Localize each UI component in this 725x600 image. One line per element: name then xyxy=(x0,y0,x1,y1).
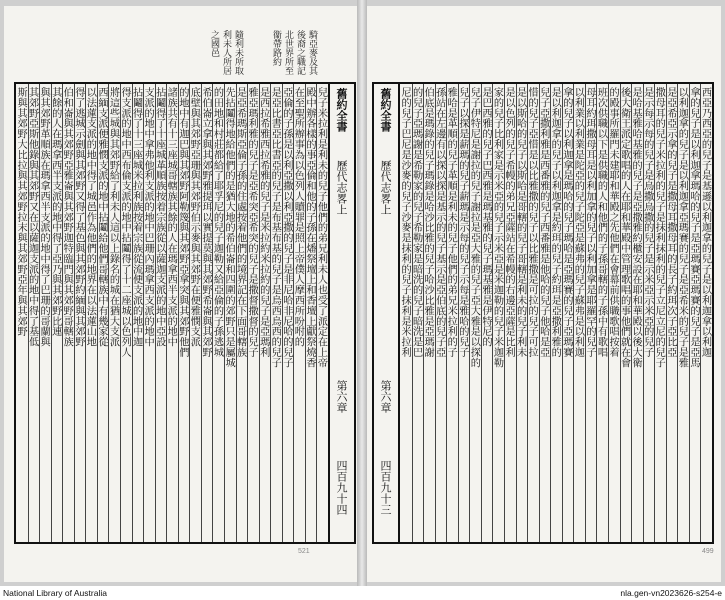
column-rule xyxy=(178,84,179,542)
text-column: 其餘的人在瑪拿西半支派的地中得了亞乃與其郊野比連 xyxy=(49,87,61,337)
column-rule xyxy=(412,84,413,542)
text-column: 是巴西雅的兒子巴西雅是瑪基雅的兒子瑪基雅是伊特尼的 xyxy=(479,87,491,347)
left-page-frame xyxy=(14,82,330,544)
footer-identifier: nla.gen-vn2023626-s254-e xyxy=(620,588,722,598)
column-rule xyxy=(259,84,260,542)
pencil-mark-2: 499 xyxy=(702,548,714,555)
column-rule xyxy=(316,84,317,542)
column-rule xyxy=(212,84,213,542)
text-column: 將這些城與其郊野給了利未人這以上錄名的城在猶大支派 xyxy=(107,87,119,347)
text-column: 以利業以利業是陀亞的兒子陀亞是蘇弗的兒子蘇弗是以利迦 xyxy=(572,87,584,358)
column-rule xyxy=(305,84,306,542)
text-column: 的殿事所羅門未建耶和華殿之先他們在會幕前供職歌唱按着 xyxy=(607,87,619,358)
text-column: 斯與其郊野大比拉與其郊野拉末與其郊野亞年與其郊野 xyxy=(15,87,27,337)
text-column: 尼的兒子巴尼是沙麥的兒子沙麥是抹利的兒子抹利是米拉利 xyxy=(399,87,411,358)
text-column: 先拈鬮得地給他們的是猶大地的希伯崙和四圍的郊野只是屬城 xyxy=(223,87,235,368)
column-rule xyxy=(469,84,470,542)
left-section-title: 歷代志畧上 xyxy=(335,160,348,215)
text-column: 是亞比書亞比書亞的兒子是布基布基的兒子是烏西烏西的兒子 xyxy=(269,87,281,368)
column-rule xyxy=(236,84,237,542)
margin-note-5: 隨利未所取 xyxy=(233,30,243,75)
text-column: 在至聖所辦事為以色列人贖罪是照上帝僕人摩西所吩咐的 xyxy=(292,87,304,347)
column-rule xyxy=(74,84,75,542)
margin-note-1: 騎亞麥及其 xyxy=(307,30,317,75)
column-rule xyxy=(608,84,609,542)
text-column: 撒母耳的兒子米拉利的兒子是抹利抹利的兒子立尼立尼的兒子 xyxy=(653,87,665,368)
text-column: 是哈基雅哈基雅的兒子是亞撒雅約櫃安設在耶和華殿以後大衛 xyxy=(630,87,642,368)
text-column: 支派的地中拿弗他利支派的地中巴珊內瑪拿西支派的地中 xyxy=(142,87,154,347)
column-rule xyxy=(270,84,271,542)
text-column: 班次供職以下是供職的人和他們的子孫哥轄的子孫中有歌唱 xyxy=(595,87,607,358)
text-column: 是亞希亞示拿的兒子是撒母耳撒母耳的長子約珥次子亞比亞 xyxy=(664,87,676,358)
text-column: 兒子亞撒利雅是西番雅的兒子西番雅是他哈的兒子他哈是亞 xyxy=(537,87,549,358)
column-rule xyxy=(643,84,644,542)
text-column: 希伯崙立拿與其郊野雅提珥以實提莫與其郊野希崙與其郊野 xyxy=(199,87,211,358)
pencil-mark-1: 521 xyxy=(298,548,310,555)
text-column: 伯和崙與其郊野亞雅崙與其郊野迦特臨門與其郊野哥轄族 xyxy=(61,87,73,347)
text-column: 拈鬮得了十座城革順族按着宗族從以薩迦支派的地中亞設 xyxy=(153,87,165,347)
column-rule xyxy=(39,84,40,542)
text-column: 以利迦拿的兒子是以利迦拿亞瑪賽的兒子是亞希米的兒子是雅 xyxy=(676,87,688,368)
right-chapter-label: 第六章 xyxy=(379,380,392,413)
column-rule xyxy=(492,84,493,542)
column-rule xyxy=(550,84,551,542)
footer-bar xyxy=(0,586,725,600)
text-column: 雅亞瑪利雅的兒子是亞希突亞希突的兒子是撒督撒督的兒子 xyxy=(246,87,258,358)
text-column: 拿的兒子是以利迦拿瑪哈的兒子是亞瑪賽亞瑪賽的兒子是亞馬 xyxy=(687,87,699,368)
text-column: 殿中辦各樣的事亞倫和他的子孫在燔祭壇上和香壇上獻祭燒香 xyxy=(303,87,315,368)
text-column: 兒子伊特尼是謝拉的兒子謝拉是亞大雅的兒子亞大雅是以探的 xyxy=(468,87,480,368)
column-rule xyxy=(573,84,574,542)
text-column: 其郊野亞斯他錄與其郊野又在以薩迦支派的地中得了基低 xyxy=(26,87,38,347)
column-rule xyxy=(143,84,144,542)
book-gutter xyxy=(357,0,367,586)
column-rule xyxy=(516,84,517,542)
column-rule xyxy=(282,84,283,542)
column-rule xyxy=(677,84,678,542)
text-column: 的兒子亞瑪謝是希勒家的兒子希勒家是暗洗的兒子暗洗是巴 xyxy=(410,87,422,358)
column-rule xyxy=(458,84,459,542)
column-rule xyxy=(481,84,482,542)
column-rule xyxy=(85,84,86,542)
column-rule xyxy=(120,84,121,542)
column-rule xyxy=(539,84,540,542)
text-column: 後大衛王派定歌唱的人在耶和華殿中管理歌唱的事他們就在會 xyxy=(618,87,630,368)
text-column: 得支派的地中西布倫支派的地中拈鬮得了十二座城以色列人 xyxy=(119,87,131,358)
margin-note-7: 之國邑 xyxy=(209,30,219,57)
right-text-block xyxy=(400,84,712,542)
column-rule xyxy=(666,84,667,542)
text-column: 雅哈是革順的兒子革順是利未的兒子他們的弟兄米拉利的子 xyxy=(445,87,457,358)
column-rule xyxy=(201,84,202,542)
text-column: 兒子以探是薪瑪的兒子薪瑪是示每的兒子示每是雅哈的兒子 xyxy=(456,87,468,358)
column-rule xyxy=(527,84,528,542)
column-rule xyxy=(97,84,98,542)
column-rule xyxy=(293,84,294,542)
left-running-title: 舊約全書 xyxy=(335,88,348,132)
text-column: 家的兒子比利家是示米亞的兒子示米亞是米迦勒的兒子米迦勒 xyxy=(491,87,503,368)
left-text-block xyxy=(16,84,328,542)
text-column: 是以利迦拿的兒子以利迦拿是約珥的兒子約珥是亞撒利雅的 xyxy=(549,87,561,358)
margin-note-3: 北世界所至 xyxy=(283,30,293,75)
column-rule xyxy=(585,84,586,542)
text-column: 母耳約珥撒母耳是以利加拿的兒子以利加拿是耶羅罕的兒子 xyxy=(583,87,595,358)
text-column: 與其郊野革順族在瑪拿西半支派的地中得了巴珊的哥蘭與 xyxy=(38,87,50,347)
text-column: 兒子米拉利是利未的兒子他們的弟兄利未人也受了派定在上帝 xyxy=(315,87,327,368)
text-column: 拿的兒子以利迦拿是瑪哈的兒子瑪哈是亞瑪賽的兒子亞瑪賽 xyxy=(560,87,572,358)
text-column: 伯底是瑪錄的兒子瑪錄是哈沙比雅的兒子哈沙比雅是亞瑪謝 xyxy=(422,87,434,358)
margin-note-2: 後裔之職記 xyxy=(295,30,305,75)
text-column: 諸族共有十三座城哥轄族其餘的人在瑪拿西半支派的地中 xyxy=(165,87,177,347)
margin-note-6: 利未人所居 xyxy=(221,30,231,75)
column-rule xyxy=(446,84,447,542)
column-rule xyxy=(700,84,701,542)
column-rule xyxy=(51,84,52,542)
column-rule xyxy=(562,84,563,542)
margin-note-4: 衞帶路約 xyxy=(271,30,281,66)
text-column: 是西拉希雅西拉希雅的兒子是米拉約米拉約的兒子是亞瑪利 xyxy=(257,87,269,358)
column-rule xyxy=(423,84,424,542)
column-rule xyxy=(155,84,156,542)
text-column: 得了逃城示劍與其郊野又得了基色與其郊野約緬與其郊野 xyxy=(72,87,84,347)
left-chapter-label: 第六章 xyxy=(335,380,348,413)
column-rule xyxy=(654,84,655,542)
right-section-title: 歷代志畧上 xyxy=(379,160,392,215)
column-rule xyxy=(108,84,109,542)
text-column: 拈鬮得了十三座城米拉利族按着宗族從流便支派的地中迦 xyxy=(130,87,142,347)
column-rule xyxy=(689,84,690,542)
text-column: 亞倫的子孫是以利亞撒以利亞撒的兒子是非尼哈非尼哈的兒子 xyxy=(280,87,292,368)
column-rule xyxy=(166,84,167,542)
text-column: 是以斯哈的兒子以斯哈是哥轄的兒子哥轄是利未的兒子利未 xyxy=(514,87,526,358)
text-column: 以法蓮支派的地中得了城邑作為他們的地界在以法蓮山地 xyxy=(84,87,96,347)
column-rule xyxy=(631,84,632,542)
column-rule xyxy=(224,84,225,542)
column-rule xyxy=(504,84,505,542)
text-column: 是示每示每的兒子是烏撒烏撒的兒子是示米亞示米亞的兒子 xyxy=(641,87,653,358)
column-rule xyxy=(596,84,597,542)
text-column: 是以色列的兒子希幔的弟兄亞薩站在希幔的右邊亞薩是比利 xyxy=(503,87,515,358)
text-column: 孫站在左邊有以探以探是基示的兒子基示是亞伯底的兒子亞 xyxy=(433,87,445,358)
right-page-number: 四百九十三 xyxy=(379,460,392,515)
footer-library: National Library of Australia xyxy=(3,588,107,598)
column-rule xyxy=(620,84,621,542)
text-column: 西緬支派便雅憫支派的地中拈鬮給他們哥轄族中有幾家從 xyxy=(95,87,107,347)
column-rule xyxy=(28,84,29,542)
left-page-number: 四百九十四 xyxy=(335,460,348,515)
column-rule xyxy=(435,84,436,542)
column-rule xyxy=(132,84,133,542)
text-column: 惜的兒子亞惜是以比雅撒的兒子以比雅撒是可拉的兒子可拉 xyxy=(526,87,538,358)
column-rule xyxy=(62,84,63,542)
text-column: 的田地和村莊都給了耶孚尼的兒子迦勒又給亞倫的子孫逃城 xyxy=(211,87,223,358)
column-rule xyxy=(189,84,190,542)
right-page-frame xyxy=(398,82,714,544)
text-column: 底壁與其郊野亞珊與其郊野伯示麥與其郊野在便雅憫支派 xyxy=(188,87,200,347)
text-column: 西亞乃西亞的兒子是基遜以利迦拿的兒子是以利迦拿以利迦 xyxy=(699,87,711,358)
text-column: 的地中有迦巴與其郊野阿勒篾與其郊野亞拿突與其郊野他們 xyxy=(176,87,188,358)
right-running-title: 舊約全書 xyxy=(379,88,392,132)
column-rule xyxy=(247,84,248,542)
text-column: 是亞希瑪斯亞倫子孫的住處按着他們的境界記在下面哥轄族 xyxy=(234,87,246,358)
